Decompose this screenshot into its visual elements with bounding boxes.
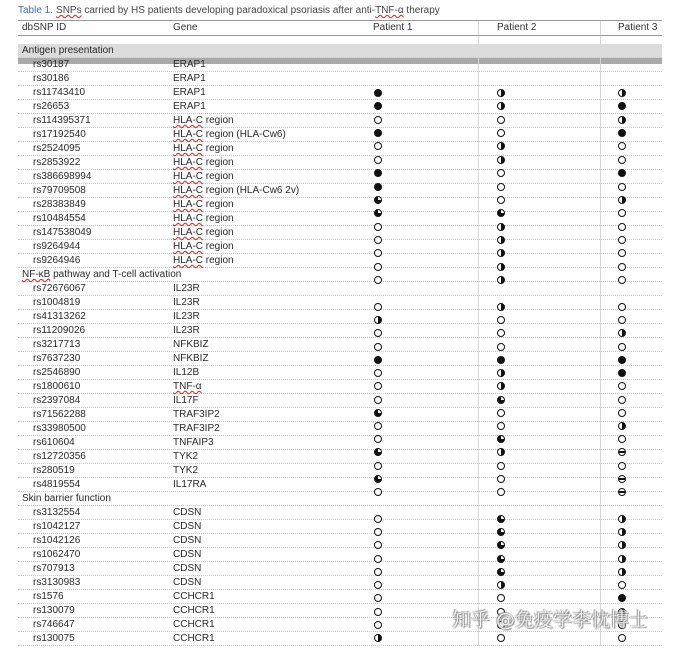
spellcheck-underline: HLA-C (173, 199, 204, 210)
spellcheck-underline: TNF-α (375, 5, 404, 16)
genotype-three-quarter-icon (497, 209, 505, 217)
caption-label: Table 1. (18, 5, 54, 16)
genotype-open-icon (618, 183, 626, 191)
snp-id-cell: rs2524095 (33, 143, 81, 154)
genotype-half-icon (497, 142, 505, 150)
genotype-open-icon (618, 303, 626, 311)
genotype-open-icon (374, 303, 382, 311)
snp-id-cell: rs1576 (33, 591, 64, 602)
snp-id-cell: rs1042126 (33, 535, 81, 546)
spellcheck-underline: SNPs (56, 5, 82, 16)
genotype-open-icon (374, 156, 382, 164)
genotype-open-icon (497, 316, 505, 324)
genotype-filled-icon (618, 102, 626, 110)
genotype-open-icon (374, 581, 382, 589)
gene-cell: HLA-C region (173, 143, 234, 154)
snp-id-cell: rs10484554 (33, 213, 86, 224)
genotype-open-icon (618, 634, 626, 642)
column-header-gene: Gene (173, 22, 198, 33)
snp-id-cell: rs72676067 (33, 283, 86, 294)
snp-id-cell: rs26653 (33, 101, 70, 112)
genotype-three-quarter-icon (497, 541, 505, 549)
genotype-half-icon (497, 448, 505, 456)
genotype-open-icon (374, 568, 382, 576)
genotype-half-icon (374, 634, 382, 642)
genotype-open-icon (497, 422, 505, 430)
snp-id-cell: rs33980500 (33, 423, 86, 434)
genotype-three-quarter-icon (374, 409, 382, 417)
snp-id-cell: rs2397084 (33, 395, 81, 406)
genotype-half-icon (497, 236, 505, 244)
section-title: Antigen presentation (22, 45, 114, 56)
gene-cell: IL23R (173, 325, 200, 336)
spellcheck-underline: HLA-C (173, 143, 204, 154)
gene-cell: HLA-C region (173, 157, 234, 168)
snp-id-cell: rs130075 (33, 633, 75, 644)
gene-cell: TNFAIP3 (173, 437, 214, 448)
gene-cell: HLA-C region (173, 241, 234, 252)
genotype-half-icon (497, 276, 505, 284)
genotype-filled-icon (374, 102, 382, 110)
genotype-open-icon (618, 156, 626, 164)
genotype-half-icon (618, 568, 626, 576)
gene-cell: ERAP1 (173, 59, 206, 70)
genotype-half-icon (374, 316, 382, 324)
gene-cell: CDSN (173, 507, 202, 518)
genotype-three-quarter-icon (374, 475, 382, 483)
snp-id-cell: rs9264946 (33, 255, 81, 266)
gene-cell: TRAF3IP2 (173, 409, 220, 420)
genotype-open-icon (618, 581, 626, 589)
genotype-open-icon (374, 142, 382, 150)
genotype-half-icon (618, 541, 626, 549)
genotype-half-icon (497, 581, 505, 589)
gene-cell: CDSN (173, 535, 202, 546)
spellcheck-underline: HLA-C (173, 171, 204, 182)
gene-cell: CDSN (173, 521, 202, 532)
column-header-patient-3: Patient 3 (618, 22, 658, 33)
genotype-open-icon (497, 488, 505, 496)
caption-text: SNPs carried by HS patients developing paradoxical psoriasis after anti-TNF-α therapy (56, 5, 440, 16)
genotype-open-icon (374, 116, 382, 124)
genotype-three-quarter-icon (374, 209, 382, 217)
snp-id-cell: rs3130983 (33, 577, 81, 588)
genotype-half-icon (618, 555, 626, 563)
genotype-open-icon (497, 196, 505, 204)
snp-id-cell: rs114395371 (33, 115, 91, 126)
genotype-filled-icon (497, 356, 505, 364)
spellcheck-underline: HLA-C (173, 227, 204, 238)
snp-id-cell: rs11743410 (33, 87, 86, 98)
column-header-patient-2: Patient 2 (497, 22, 537, 33)
snp-id-cell: rs1800610 (33, 381, 81, 392)
genotype-open-icon (618, 462, 626, 470)
snp-id-cell: rs4819554 (33, 479, 81, 490)
genotype-open-icon (497, 462, 505, 470)
genotype-open-icon (618, 276, 626, 284)
genotype-open-icon (374, 276, 382, 284)
genotype-three-quarter-icon (497, 568, 505, 576)
gene-cell: IL23R (173, 283, 200, 294)
gene-cell: IL17F (173, 395, 199, 406)
genotype-open-icon (618, 249, 626, 257)
genotype-filled-icon (374, 169, 382, 177)
genotype-open-icon (618, 236, 626, 244)
genotype-open-icon (374, 422, 382, 430)
snp-id-cell: rs1062470 (33, 549, 81, 560)
genotype-open-icon (497, 475, 505, 483)
genotype-open-icon (618, 343, 626, 351)
genotype-half-icon (618, 196, 626, 204)
genotype-open-icon (374, 435, 382, 443)
genotype-half-icon (618, 528, 626, 536)
genotype-filled-icon (618, 594, 626, 602)
snp-id-cell: rs130079 (33, 605, 75, 616)
genotype-open-icon (618, 435, 626, 443)
genotype-open-icon (374, 263, 382, 271)
snp-id-cell: rs71562288 (33, 409, 86, 420)
gene-cell: ERAP1 (173, 87, 206, 98)
genotype-open-icon (497, 169, 505, 177)
snp-id-cell: rs9264944 (33, 241, 81, 252)
gene-cell: TYK2 (173, 451, 199, 462)
spellcheck-underline: HLA-C (173, 241, 204, 252)
snp-id-cell: rs79709508 (33, 185, 86, 196)
genotype-open-icon (374, 555, 382, 563)
genotype-open-icon (618, 209, 626, 217)
watermark-text: 知乎 @免疫学李忱博士 (452, 609, 649, 631)
section-title: Skin barrier function (22, 493, 111, 504)
gene-cell: CDSN (173, 549, 202, 560)
gene-cell: HLA-C region (HLA-Cw6) (173, 129, 286, 140)
snp-id-cell: rs17192540 (33, 129, 86, 140)
genotype-half-icon (497, 89, 505, 97)
gene-cell: HLA-C region (173, 227, 234, 238)
snp-id-cell: rs746647 (33, 619, 75, 630)
snp-id-cell: rs7637230 (33, 353, 81, 364)
gene-cell: HLA-C region (173, 199, 234, 210)
genotype-half-icon (618, 515, 626, 523)
genotype-half-icon (618, 422, 626, 430)
genotype-three-quarter-icon (497, 528, 505, 536)
genotype-band-icon (618, 448, 626, 456)
genotype-filled-icon (374, 356, 382, 364)
genotype-half-icon (618, 89, 626, 97)
snp-id-cell: rs2546890 (33, 367, 81, 378)
genotype-open-icon (497, 116, 505, 124)
gene-cell: HLA-C region (173, 115, 234, 126)
snp-id-cell: rs386698994 (33, 171, 92, 182)
genotype-open-icon (497, 409, 505, 417)
genotype-half-icon (497, 303, 505, 311)
gene-cell: HLA-C region (173, 255, 234, 266)
genotype-open-icon (374, 223, 382, 231)
genotype-band-icon (618, 488, 626, 496)
genotype-filled-icon (618, 369, 626, 377)
snp-id-cell: rs1004819 (33, 297, 81, 308)
genotype-open-icon (374, 515, 382, 523)
genotype-open-icon (497, 329, 505, 337)
genotype-open-icon (618, 223, 626, 231)
genotype-open-icon (374, 369, 382, 377)
genotype-half-icon (497, 223, 505, 231)
spellcheck-underline: HLA-C (173, 115, 204, 126)
gene-cell: HLA-C region (173, 171, 234, 182)
genotype-open-icon (497, 343, 505, 351)
gene-cell: IL23R (173, 311, 200, 322)
genotype-half-icon (497, 369, 505, 377)
spellcheck-underline: HLA-C (173, 129, 204, 140)
genotype-half-icon (497, 382, 505, 390)
genotype-open-icon (497, 129, 505, 137)
spellcheck-underline: HLA-C (173, 255, 204, 266)
genotype-filled-icon (374, 89, 382, 97)
genotype-open-icon (618, 142, 626, 150)
column-header-patient-1: Patient 1 (373, 22, 413, 33)
snp-id-cell: rs30186 (33, 73, 70, 84)
gene-cell: CCHCR1 (173, 619, 215, 630)
genotype-open-icon (497, 183, 505, 191)
genotype-open-icon (618, 263, 626, 271)
genotype-filled-icon (374, 129, 382, 137)
genotype-open-icon (374, 594, 382, 602)
genotype-open-icon (618, 396, 626, 404)
genotype-half-icon (618, 329, 626, 337)
genotype-open-icon (374, 528, 382, 536)
snp-id-cell: rs11209026 (33, 325, 86, 336)
spellcheck-underline: HLA-C (173, 185, 204, 196)
column-header-dbsnp-id: dbSNP ID (22, 22, 67, 33)
snp-id-cell: rs41313262 (33, 311, 86, 322)
genotype-open-icon (374, 488, 382, 496)
gene-cell: CCHCR1 (173, 591, 215, 602)
genotype-half-icon (497, 249, 505, 257)
snp-id-cell: rs12720356 (33, 451, 86, 462)
genotype-half-icon (497, 156, 505, 164)
spellcheck-underline: NF-κB (22, 269, 51, 280)
snp-id-cell: rs3217713 (33, 339, 81, 350)
genotype-open-icon (374, 621, 382, 629)
genotype-open-icon (374, 329, 382, 337)
gene-cell: CCHCR1 (173, 633, 215, 644)
genotype-open-icon (374, 462, 382, 470)
snp-id-cell: rs1042127 (33, 521, 81, 532)
genotype-open-icon (374, 396, 382, 404)
genotype-filled-icon (374, 183, 382, 191)
snp-id-cell: rs707913 (33, 563, 75, 574)
spellcheck-underline: TNF-α (173, 381, 202, 392)
genotype-band-icon (618, 475, 626, 483)
genotype-three-quarter-icon (497, 555, 505, 563)
gene-cell: CDSN (173, 577, 202, 588)
snp-id-cell: rs280519 (33, 465, 75, 476)
genotype-three-quarter-icon (497, 396, 505, 404)
snp-id-cell: rs2853922 (33, 157, 81, 168)
gene-cell: CDSN (173, 563, 202, 574)
gene-cell: TRAF3IP2 (173, 423, 220, 434)
genotype-open-icon (374, 249, 382, 257)
gene-cell: HLA-C region (HLA-Cw6 2v) (173, 185, 300, 196)
genotype-open-icon (374, 382, 382, 390)
spellcheck-underline: HLA-C (173, 213, 204, 224)
snp-id-cell: rs3132554 (33, 507, 81, 518)
genotype-half-icon (618, 116, 626, 124)
gene-cell: CCHCR1 (173, 605, 215, 616)
gene-cell: IL23R (173, 297, 200, 308)
genotype-three-quarter-icon (374, 448, 382, 456)
genotype-open-icon (497, 634, 505, 642)
snp-id-cell: rs147538049 (33, 227, 92, 238)
spellcheck-underline: HLA-C (173, 157, 204, 168)
genotype-open-icon (374, 608, 382, 616)
genotype-open-icon (618, 316, 626, 324)
genotype-open-icon (374, 541, 382, 549)
gene-cell: ERAP1 (173, 101, 206, 112)
genotype-filled-icon (618, 356, 626, 364)
gene-cell: HLA-C region (173, 213, 234, 224)
genotype-three-quarter-icon (374, 196, 382, 204)
snp-id-cell: rs28383849 (33, 199, 86, 210)
section-title: NF-κB pathway and T-cell activation (22, 269, 182, 280)
gene-cell: ERAP1 (173, 73, 206, 84)
snp-id-cell: rs30187 (33, 59, 70, 70)
gene-cell: IL17RA (173, 479, 207, 490)
genotype-half-icon (497, 102, 505, 110)
gene-cell: TYK2 (173, 465, 199, 476)
genotype-filled-icon (618, 129, 626, 137)
genotype-three-quarter-icon (497, 435, 505, 443)
gene-cell: NFKBIZ (173, 339, 209, 350)
genotype-open-icon (374, 343, 382, 351)
genotype-filled-icon (618, 169, 626, 177)
gene-cell: NFKBIZ (173, 353, 209, 364)
genotype-open-icon (374, 236, 382, 244)
genotype-open-icon (618, 382, 626, 390)
genotype-three-quarter-icon (497, 515, 505, 523)
genotype-open-icon (618, 409, 626, 417)
genotype-half-icon (497, 263, 505, 271)
gene-cell: IL12B (173, 367, 200, 378)
genotype-open-icon (497, 594, 505, 602)
snp-id-cell: rs610604 (33, 437, 75, 448)
